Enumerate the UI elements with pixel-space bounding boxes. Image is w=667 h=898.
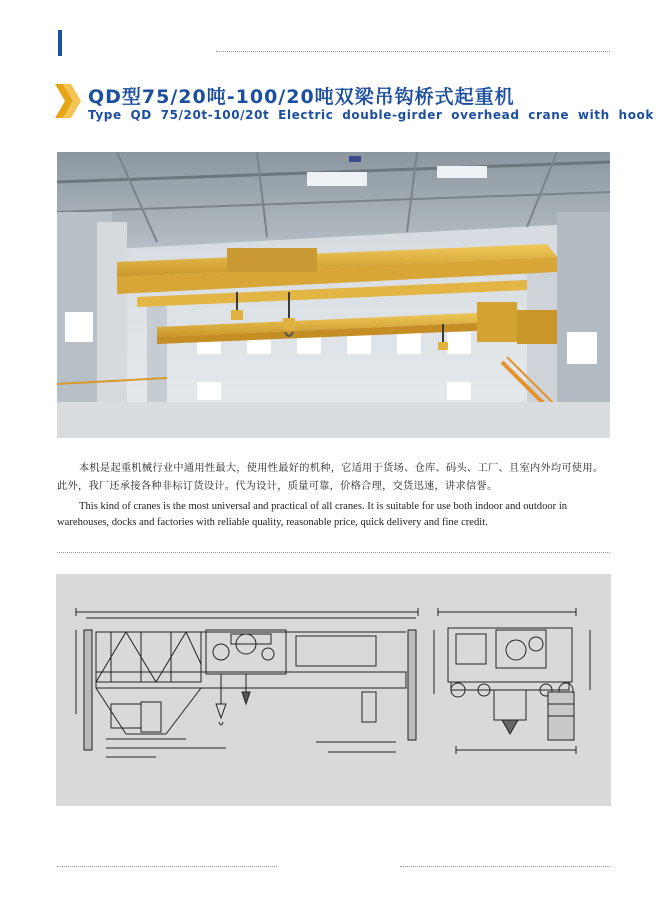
- footer-dotted-divider-right: [400, 866, 610, 867]
- page-title-cn: QD型75/20吨-100/20吨双梁吊钩桥式起重机: [88, 86, 515, 108]
- page-title-en: Type QD 75/20t-100/20t Electric double-girder overhead crane with hook: [88, 108, 654, 122]
- crane-technical-drawing: [56, 574, 611, 806]
- header-accent-bar: [58, 30, 62, 56]
- section-dotted-divider: [57, 552, 610, 553]
- crane-photo: [57, 152, 610, 438]
- description-en: This kind of cranes is the most universal and practical of all cranes. It is suitable for use both indoor and outdoor in warehouses, docks and factories with reliable quality, reasonable price, quick delivery and fine credit.: [57, 501, 568, 528]
- description-cn: 本机是起重机械行业中通用性最大，使用性最好的机种，它适用于货场、仓库、码头、工厂、且室内外均可使用。此外，我厂还承接各种非标订货设计。代为设计，质量可靠，价格合理，交货迅速，讲求信誉。: [57, 463, 604, 492]
- footer-dotted-divider-left: [57, 866, 277, 867]
- double-chevron-icon: [55, 84, 81, 118]
- header-dotted-divider: [216, 51, 610, 52]
